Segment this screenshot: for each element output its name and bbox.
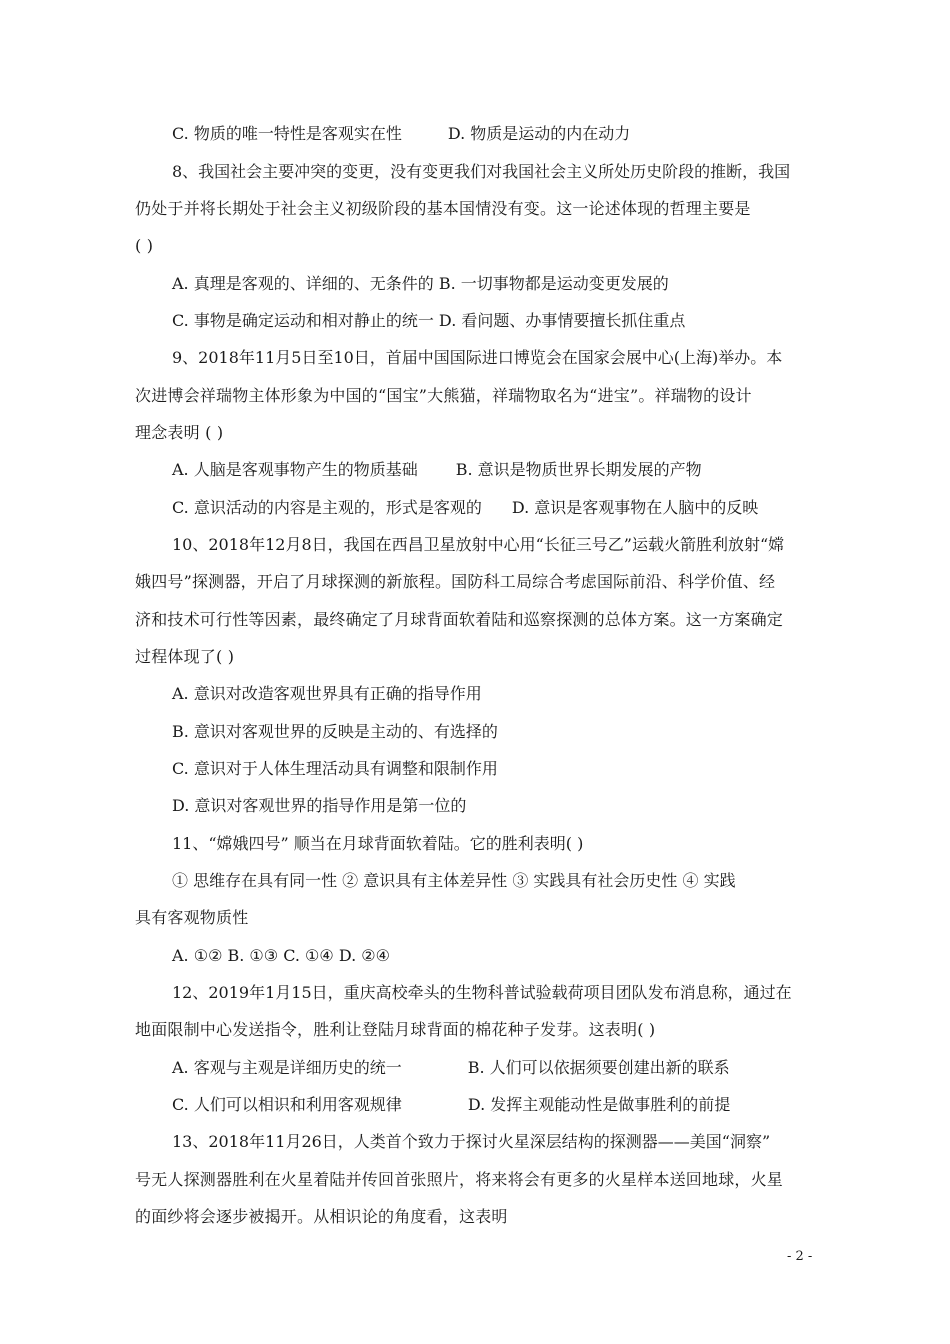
q9-stem-line-1: 9、2018年11月5日至10日，首届中国国际进口博览会在国家会展中心(上海)举办。本 xyxy=(172,348,783,367)
q13-stem-line-2: 号无人探测器胜利在火星着陆并传回首张照片，将来将会有更多的火星样本送回地球，火星 xyxy=(135,1170,784,1189)
q8-options-ab: A. 真理是客观的、详细的、无条件的 B. 一切事物都是运动变更发展的 xyxy=(172,274,669,293)
q13-stem-line-3: 的面纱将会逐步被揭开。从相识论的角度看，这表明 xyxy=(135,1207,508,1226)
q10-stem-line-1: 10、2018年12月8日，我国在西昌卫星放射中心用“长征三号乙”运载火箭胜利放射“嫦 xyxy=(172,535,785,554)
option-c: C. 人们可以相识和利用客观规律 xyxy=(172,1095,402,1114)
option-b: B. 人们可以依据须要创建出新的联系 xyxy=(467,1058,730,1077)
option-a: A. 客观与主观是详细历史的统一 xyxy=(172,1058,402,1077)
q8-stem-line-2: 仍处于并将长期处于社会主义初级阶段的基本国情没有变。这一论述体现的哲理主要是 xyxy=(135,199,751,218)
option-d: D. 发挥主观能动性是做事胜利的前提 xyxy=(467,1095,731,1114)
q9-stem-line-2: 次进博会祥瑞物主体形象为中国的“国宝”大熊猫，祥瑞物取名为“进宝”。祥瑞物的设计 xyxy=(135,386,752,405)
q13-stem-line-1: 13、2018年11月26日，人类首个致力于探讨火星深层结构的探测器——美国“洞察” xyxy=(172,1132,771,1151)
q9-options-ab xyxy=(0,458,950,482)
option-c: C. 物质的唯一特性是客观实在性 xyxy=(172,124,402,143)
option-d: D. 意识是客观事物在人脑中的反映 xyxy=(511,498,759,517)
page-number: - 2 - xyxy=(787,1249,813,1264)
q12-options-ab xyxy=(0,1056,950,1080)
q7-options-cd xyxy=(0,122,950,146)
option-d: D. 物质是运动的内在动力 xyxy=(447,124,631,143)
q8-options-cd: C. 事物是确定运动和相对静止的统一 D. 看问题、办事情要擅长抓住重点 xyxy=(172,311,686,330)
q8-stem-line-1: 8、我国社会主要冲突的变更，没有变更我们对我国社会主义所处历史阶段的推断，我国 xyxy=(172,162,791,181)
q10-option-c: C. 意识对于人体生理活动具有调整和限制作用 xyxy=(172,759,498,778)
q12-options-cd xyxy=(0,1093,950,1117)
option-c: C. 意识活动的内容是主观的，形式是客观的 xyxy=(172,498,482,517)
q11-stem: 11、“嫦娥四号” 顺当在月球背面软着陆。它的胜利表明( ) xyxy=(172,834,584,853)
q11-statements-line-1: ① 思维存在具有同一性 ② 意识具有主体差异性 ③ 实践具有社会历史性 ④ 实践 xyxy=(172,871,736,890)
q10-option-b: B. 意识对客观世界的反映是主动的、有选择的 xyxy=(172,722,498,741)
option-b: B. 意识是物质世界长期发展的产物 xyxy=(455,460,702,479)
q10-stem-line-3: 济和技术可行性等因素，最终确定了月球背面软着陆和巡察探测的总体方案。这一方案确定 xyxy=(135,610,784,629)
q12-stem-line-1: 12、2019年1月15日，重庆高校牵头的生物科普试验载荷项目团队发布消息称，通过在 xyxy=(172,983,792,1002)
q10-stem-line-4: 过程体现了( ) xyxy=(135,647,235,666)
q12-stem-line-2: 地面限制中心发送指令，胜利让登陆月球背面的棉花种子发芽。这表明( ) xyxy=(135,1020,656,1039)
q11-statements-line-2: 具有客观物质性 xyxy=(135,908,249,927)
q10-option-a: A. 意识对改造客观世界具有正确的指导作用 xyxy=(172,684,482,703)
q11-options: A. ①② B. ①③ C. ①④ D. ②④ xyxy=(172,946,390,965)
option-a: A. 人脑是客观事物产生的物质基础 xyxy=(172,460,418,479)
q9-stem-line-3: 理念表明 ( ) xyxy=(135,423,224,442)
q8-answer-blank: ( ) xyxy=(135,236,154,255)
q10-stem-line-2: 娥四号”探测器，开启了月球探测的新旅程。国防科工局综合考虑国际前沿、科学价值、经 xyxy=(135,572,776,591)
q10-option-d: D. 意识对客观世界的指导作用是第一位的 xyxy=(172,796,467,815)
q9-options-cd xyxy=(0,496,950,520)
